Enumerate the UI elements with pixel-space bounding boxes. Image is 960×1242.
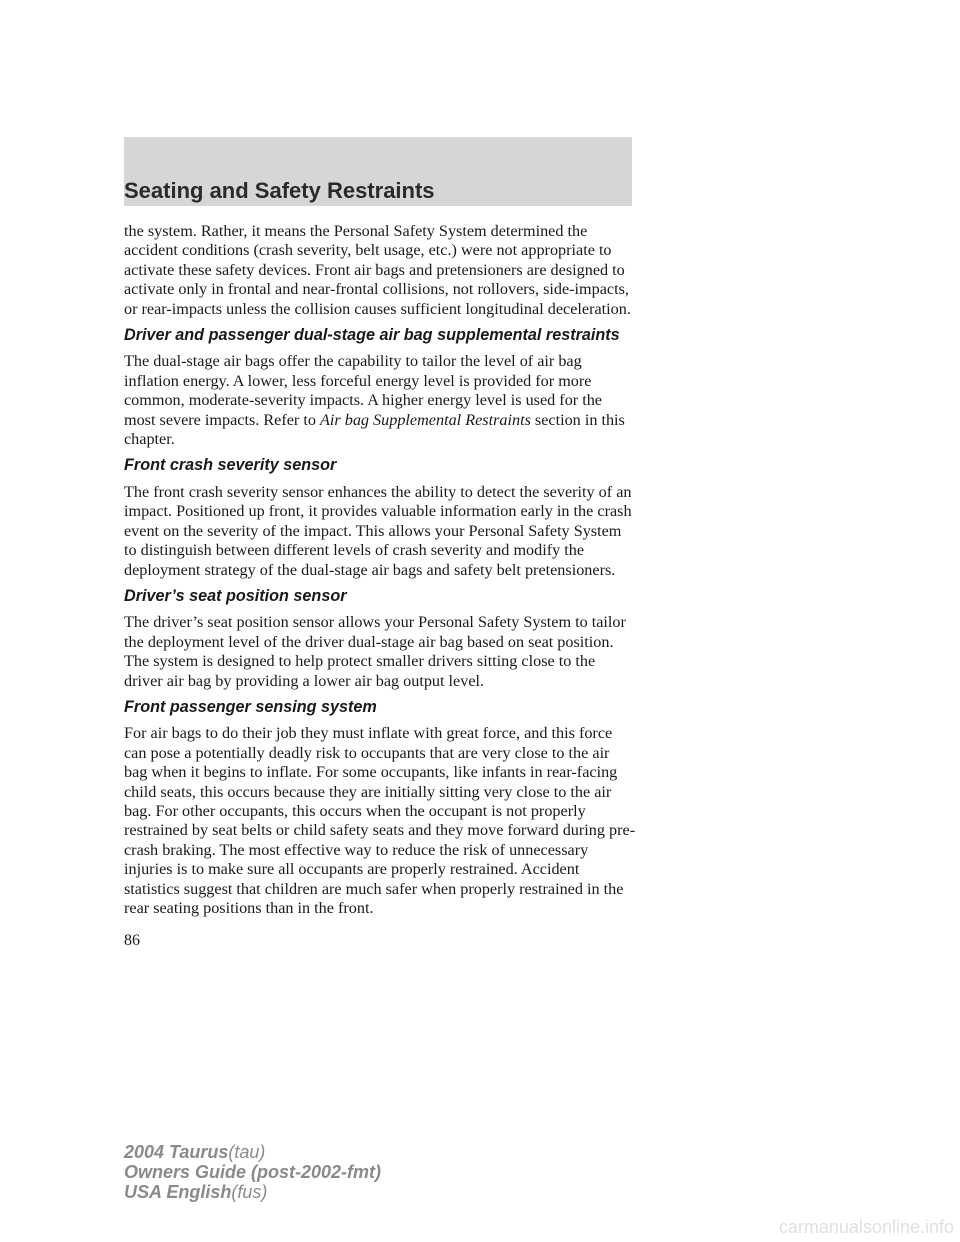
footer-model: 2004 Taurus	[124, 1142, 229, 1162]
section-heading-seat-position: Driver’s seat position sensor	[124, 586, 347, 605]
section-body-seat-position: The driver’s seat position sensor allows your Personal Safety System to tailor the deployment level of the driver dual-stage air bag based on seat position. The system is designed to help protect smaller drivers sitting close to the driver air bag by providing a lower air bag output level.	[124, 613, 626, 690]
footer-language: USA English	[124, 1182, 232, 1202]
section-body-dual-stage	[124, 352, 636, 449]
footer-line-1	[124, 1142, 381, 1162]
footer-line-2: Owners Guide (post-2002-fmt)	[124, 1162, 382, 1182]
document-footer	[124, 1142, 381, 1202]
footer-model-code: (tau)	[228, 1142, 266, 1162]
watermark: carmanualsonline.info	[778, 1217, 954, 1237]
cross-reference: Air bag Supplemental Restraints	[320, 410, 531, 429]
section-heading-crash-sensor: Front crash severity sensor	[124, 456, 337, 475]
page-number: 86	[124, 932, 140, 949]
section-body-passenger-sensing: For air bags to do their job they must inflate with great force, and this force can pose a potentially deadly risk to occupants that are very close to the air bag when it begins to inflate. For some occupants, like infants in rear-facing child seats, this occurs because they are initially sitting very close to the air bag. For other occupants, this occurs when the occupant is not properly restrained by seat belts or child safety seats and they move forward during pre-crash braking. The most effective way to reduce the risk of unnecessary injuries is to make sure all occupants are properly restrained. Accident statistics suggest that children are much safer when properly restrained in the rear seating positions than in the front.	[124, 724, 636, 917]
dual-stage-body-tail: section in this chapter.	[124, 410, 625, 449]
section-title: Seating and Safety Restraints	[124, 178, 435, 203]
dual-stage-body-text: The dual-stage air bags offer the capability to tailor the level of air bag inflation energy. A lower, less forceful energy level is provided for more common, moderate-severity impacts. A higher energy level is used for the most severe impacts. Refer to	[124, 352, 602, 429]
footer-line-3	[124, 1182, 381, 1202]
section-body-crash-sensor: The front crash severity sensor enhances the ability to detect the severity of an impact. Positioned up front, it provides valuable information early in the crash event on the severity of the impact. This allows your Personal Safety System to distinguish between different levels of crash severity and modify the deployment strategy of the dual-stage air bags and safety belt pretensioners.	[124, 482, 632, 579]
section-heading-dual-stage: Driver and passenger dual-stage air bag supplemental restraints	[124, 326, 620, 345]
section-heading-passenger-sensing: Front passenger sensing system	[124, 697, 377, 716]
intro-paragraph: the system. Rather, it means the Personal Safety System determined the accident conditions (crash severity, belt usage, etc.) were not appropriate to activate these safety devices. Front air bags and pretensioners are designed to activate only in frontal and near-frontal collisions, not rollovers, side-impacts, or rear-impacts unless the collision causes sufficient longitudinal deceleration.	[124, 222, 631, 318]
page-content	[124, 222, 636, 925]
footer-language-code: (fus)	[231, 1182, 268, 1202]
